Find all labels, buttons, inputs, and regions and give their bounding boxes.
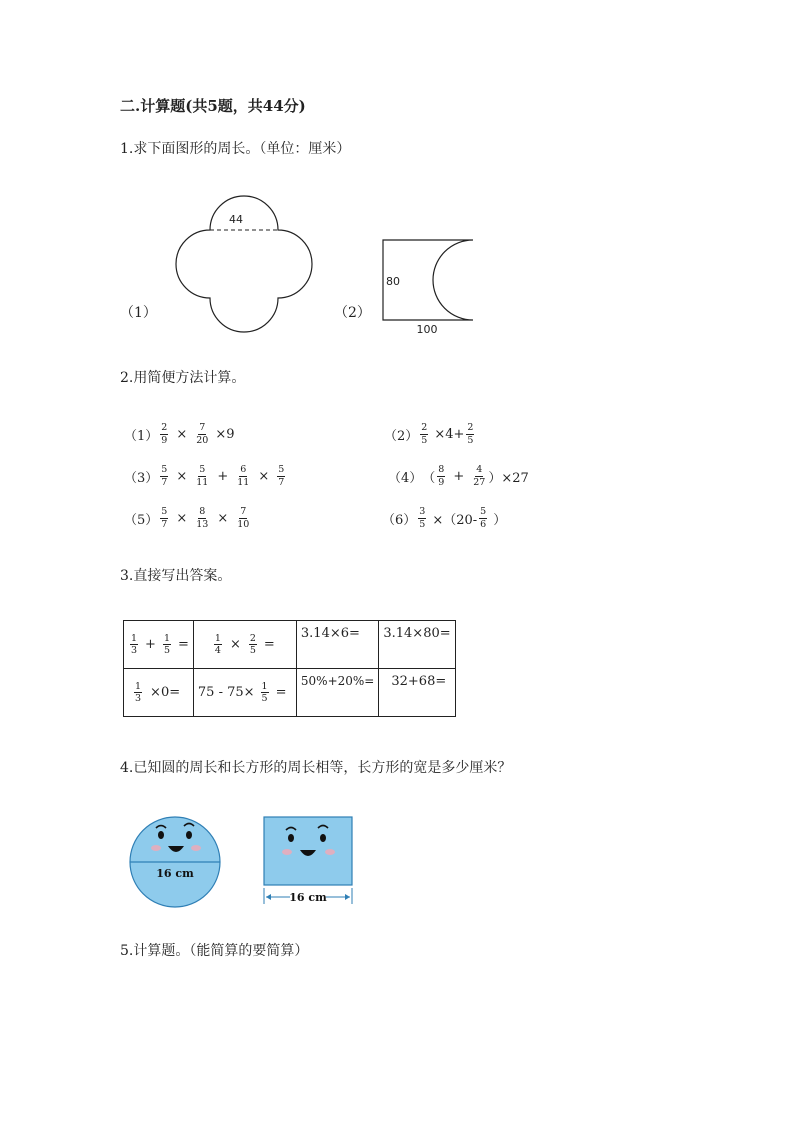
fraction: $\frac{6}{11}$ bbox=[237, 464, 250, 488]
arrow-right-icon bbox=[345, 894, 350, 900]
q2-item-4-label: （4） bbox=[388, 470, 423, 486]
q2-item-6: （6） $\frac{3}{5}$ ×（20- $\frac{5}{6}$ ） bbox=[382, 506, 507, 530]
fraction: $\frac{8}{9}$ bbox=[438, 464, 445, 488]
fraction: $\frac{5}{7}$ bbox=[278, 464, 285, 488]
question-5-prompt: 5.计算题。（能简算的要简算） bbox=[120, 943, 309, 959]
q2-item-3: （3） $\frac{5}{7}$ × $\frac{5}{11}$ + $\frac{6}{11}$ × $\frac{5}{7}$ bbox=[124, 464, 285, 488]
fraction: $\frac{8}{13}$ bbox=[196, 506, 209, 530]
table-cell: 50%+20%= bbox=[296, 669, 378, 717]
table-cell: 75 - 75× $\frac{1}{5}$ = bbox=[193, 669, 296, 717]
question-2-prompt: 2.用简便方法计算。 bbox=[120, 370, 246, 386]
table-cell: 3.14×80= bbox=[379, 621, 455, 669]
circle-figure bbox=[126, 814, 226, 914]
eye-icon bbox=[288, 834, 294, 842]
fraction: $\frac{4}{27}$ bbox=[473, 464, 486, 488]
figure-1-flower-shape bbox=[170, 192, 320, 342]
figure-2-label: （2） bbox=[334, 305, 371, 321]
section-title: 二.计算题(共5题，共44分) bbox=[120, 97, 306, 115]
cheek-icon bbox=[282, 849, 292, 855]
table-cell: 3.14×6= bbox=[296, 621, 378, 669]
rectangle-figure bbox=[260, 814, 360, 906]
q2-item-5: （5） $\frac{5}{7}$ × $\frac{8}{13}$ × $\frac{7}{10}$ bbox=[124, 506, 250, 530]
fraction: $\frac{7}{10}$ bbox=[237, 506, 250, 530]
cheek-icon bbox=[151, 845, 161, 851]
fraction: $\frac{5}{7}$ bbox=[161, 506, 168, 530]
question-4-prompt: 4.已知圆的周长和长方形的周长相等，长方形的宽是多少厘米？ bbox=[120, 760, 512, 776]
table-cell: $\frac{1}{4}$ × $\frac{2}{5}$ = bbox=[193, 621, 296, 669]
figure-1-dimension: 44 bbox=[229, 213, 243, 226]
fraction: $\frac{2}{9}$ bbox=[161, 422, 168, 446]
eye-icon bbox=[320, 834, 326, 842]
q2-item-6-label: （6） bbox=[382, 512, 417, 528]
answer-table bbox=[123, 620, 456, 717]
fraction: $\frac{5}{7}$ bbox=[161, 464, 168, 488]
q2-item-1-label: （1） bbox=[124, 428, 159, 444]
fraction: $\frac{3}{5}$ bbox=[419, 506, 426, 530]
q2-item-2-label: （2） bbox=[384, 428, 419, 444]
rectangle-length-label: 16 cm bbox=[289, 891, 327, 904]
arrow-left-icon bbox=[266, 894, 271, 900]
q2-item-4: （4） （ $\frac{8}{9}$ + $\frac{4}{27}$ ）×27 bbox=[388, 464, 529, 488]
circle-diameter-label: 16 cm bbox=[156, 867, 194, 880]
fraction: $\frac{5}{6}$ bbox=[480, 506, 487, 530]
q2-item-1: （1） $\frac{2}{9}$ × $\frac{7}{20}$ ×9 bbox=[124, 422, 235, 446]
question-1-prompt: 1.求下面图形的周长。（单位：厘米） bbox=[120, 141, 351, 157]
q2-item-3-label: （3） bbox=[124, 470, 159, 486]
eye-icon bbox=[158, 831, 164, 839]
q2-item-2: （2） $\frac{2}{5}$ ×4+ $\frac{2}{5}$ bbox=[384, 422, 474, 446]
fraction: $\frac{2}{5}$ bbox=[467, 422, 474, 446]
figure-2-rect-with-notch bbox=[380, 234, 490, 338]
table-cell: 32+68= bbox=[379, 669, 455, 717]
cheek-icon bbox=[191, 845, 201, 851]
q2-item-5-label: （5） bbox=[124, 512, 159, 528]
table-cell: $\frac{1}{3}$ ×0= bbox=[124, 669, 194, 717]
fraction: $\frac{7}{20}$ bbox=[196, 422, 209, 446]
cheek-icon bbox=[325, 849, 335, 855]
eye-icon bbox=[186, 831, 192, 839]
fraction: $\frac{2}{5}$ bbox=[421, 422, 428, 446]
figure-1-label: （1） bbox=[120, 305, 157, 321]
fraction: $\frac{5}{11}$ bbox=[196, 464, 209, 488]
figure-2-height: 80 bbox=[386, 275, 400, 288]
figure-2-width: 100 bbox=[416, 323, 438, 336]
question-3-prompt: 3.直接写出答案。 bbox=[120, 568, 232, 584]
table-cell: $\frac{1}{3}$ + $\frac{1}{5}$ = bbox=[124, 621, 194, 669]
